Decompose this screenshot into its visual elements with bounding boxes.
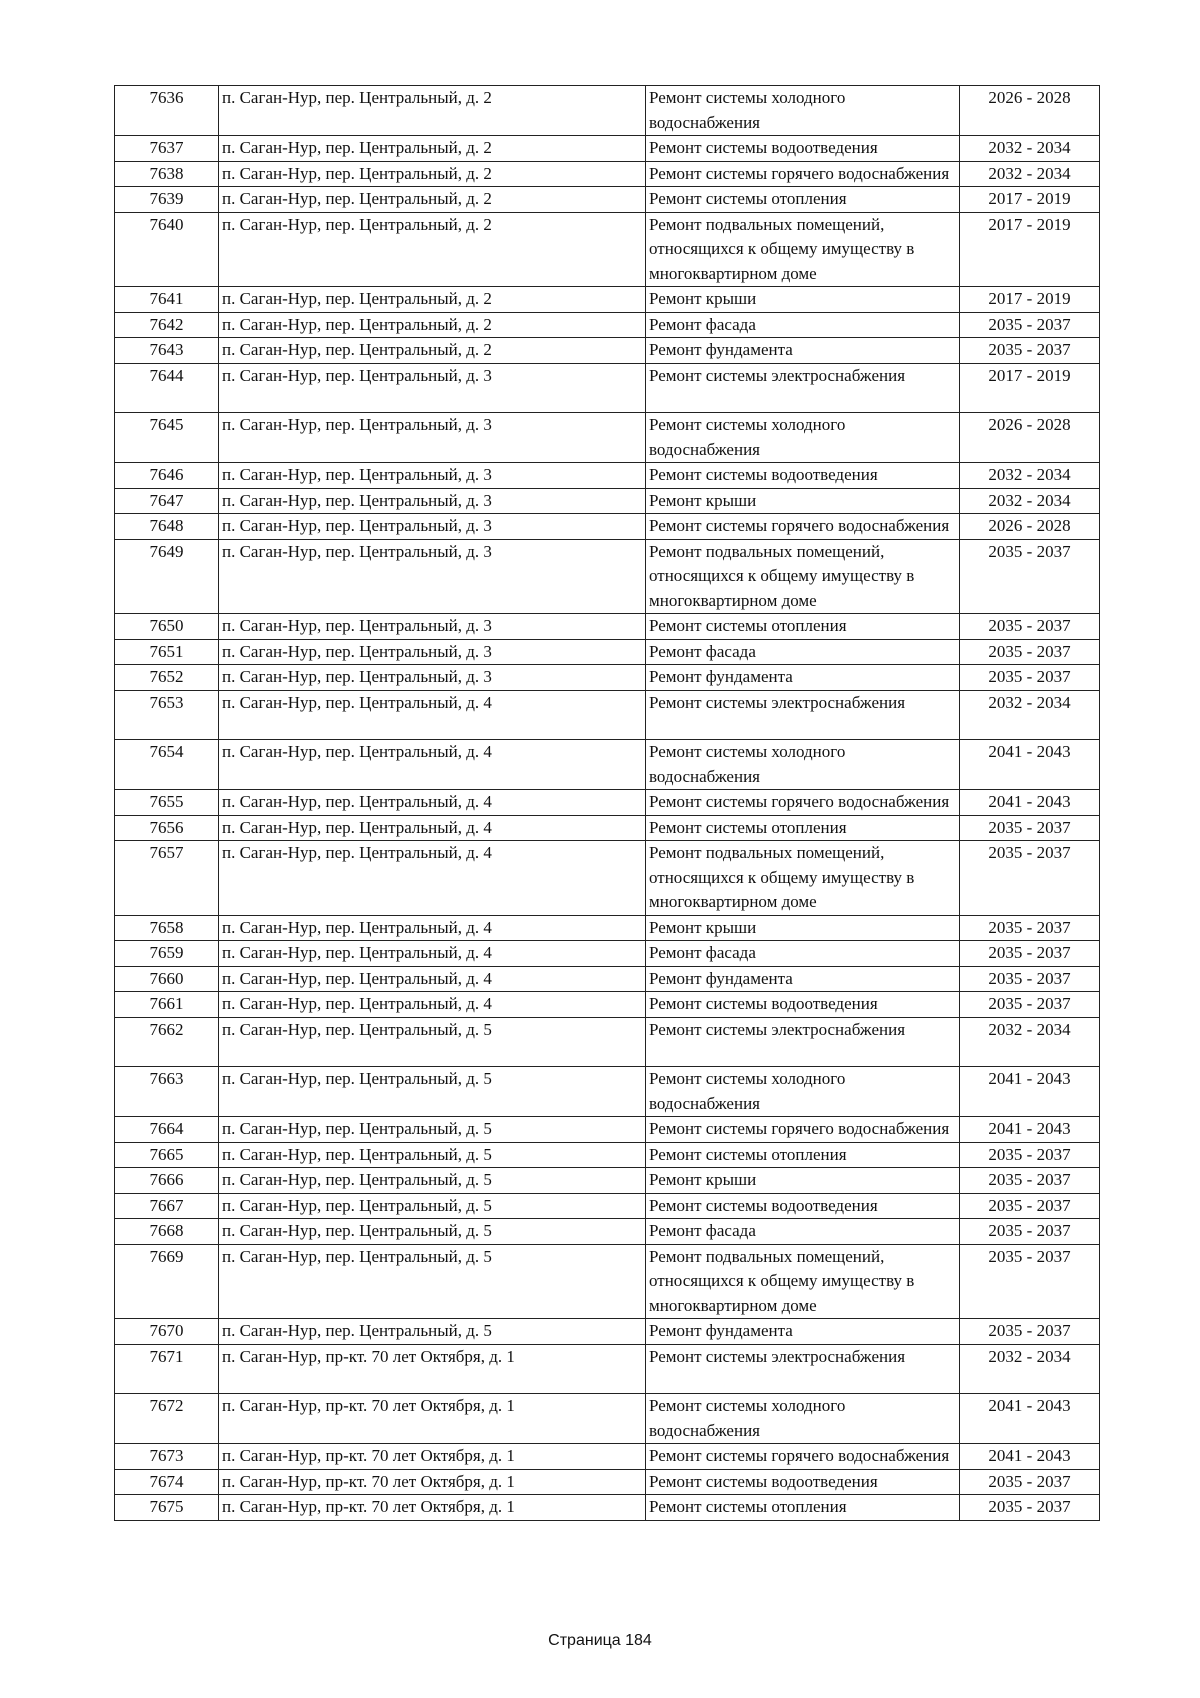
table-row — [115, 1394, 1100, 1444]
work-type-cell: Ремонт фундамента — [646, 665, 960, 691]
row-number-cell: 7674 — [115, 1469, 219, 1495]
table-row — [115, 690, 1100, 740]
address-cell: п. Саган-Нур, пр-кт. 70 лет Октября, д. 1 — [219, 1495, 646, 1521]
address-cell: п. Саган-Нур, пер. Центральный, д. 4 — [219, 740, 646, 790]
period-cell: 2017 - 2019 — [960, 363, 1100, 413]
table-row — [115, 1319, 1100, 1345]
address-cell: п. Саган-Нур, пр-кт. 70 лет Октября, д. 1 — [219, 1444, 646, 1470]
row-number-cell: 7667 — [115, 1193, 219, 1219]
work-type-cell: Ремонт системы холодного водоснабжения — [646, 740, 960, 790]
address-cell: п. Саган-Нур, пер. Центральный, д. 4 — [219, 815, 646, 841]
work-type-cell: Ремонт системы горячего водоснабжения — [646, 1444, 960, 1470]
period-cell: 2041 - 2043 — [960, 1067, 1100, 1117]
row-number-cell: 7673 — [115, 1444, 219, 1470]
work-type-cell: Ремонт фасада — [646, 639, 960, 665]
period-cell: 2035 - 2037 — [960, 665, 1100, 691]
table-row — [115, 941, 1100, 967]
address-cell: п. Саган-Нур, пер. Центральный, д. 2 — [219, 136, 646, 162]
address-cell: п. Саган-Нур, пер. Центральный, д. 3 — [219, 363, 646, 413]
address-cell: п. Саган-Нур, пр-кт. 70 лет Октября, д. 1 — [219, 1469, 646, 1495]
address-cell: п. Саган-Нур, пер. Центральный, д. 2 — [219, 161, 646, 187]
address-cell: п. Саган-Нур, пер. Центральный, д. 4 — [219, 992, 646, 1018]
work-type-cell: Ремонт системы отопления — [646, 1142, 960, 1168]
table-row — [115, 1067, 1100, 1117]
address-cell: п. Саган-Нур, пер. Центральный, д. 4 — [219, 790, 646, 816]
period-cell: 2035 - 2037 — [960, 1495, 1100, 1521]
work-type-cell: Ремонт системы горячего водоснабжения — [646, 790, 960, 816]
work-type-cell: Ремонт системы водоотведения — [646, 136, 960, 162]
row-number-cell: 7646 — [115, 463, 219, 489]
period-cell: 2017 - 2019 — [960, 212, 1100, 287]
row-number-cell: 7652 — [115, 665, 219, 691]
work-type-cell: Ремонт системы горячего водоснабжения — [646, 1117, 960, 1143]
period-cell: 2035 - 2037 — [960, 312, 1100, 338]
address-cell: п. Саган-Нур, пер. Центральный, д. 5 — [219, 1142, 646, 1168]
address-cell: п. Саган-Нур, пер. Центральный, д. 2 — [219, 287, 646, 313]
work-type-cell: Ремонт системы отопления — [646, 614, 960, 640]
row-number-cell: 7663 — [115, 1067, 219, 1117]
row-number-cell: 7670 — [115, 1319, 219, 1345]
work-type-cell: Ремонт подвальных помещений, относящихся к общему имуществу в многоквартирном доме — [646, 1244, 960, 1319]
period-cell: 2035 - 2037 — [960, 941, 1100, 967]
table-row — [115, 740, 1100, 790]
period-cell: 2035 - 2037 — [960, 841, 1100, 916]
table-row — [115, 413, 1100, 463]
row-number-cell: 7665 — [115, 1142, 219, 1168]
work-type-cell: Ремонт системы отопления — [646, 815, 960, 841]
row-number-cell: 7641 — [115, 287, 219, 313]
work-type-cell: Ремонт фасада — [646, 312, 960, 338]
row-number-cell: 7648 — [115, 514, 219, 540]
table-row — [115, 992, 1100, 1018]
period-cell: 2035 - 2037 — [960, 1469, 1100, 1495]
address-cell: п. Саган-Нур, пер. Центральный, д. 2 — [219, 187, 646, 213]
work-type-cell: Ремонт системы водоотведения — [646, 1193, 960, 1219]
period-cell: 2017 - 2019 — [960, 287, 1100, 313]
row-number-cell: 7647 — [115, 488, 219, 514]
address-cell: п. Саган-Нур, пер. Центральный, д. 3 — [219, 665, 646, 691]
work-type-cell: Ремонт подвальных помещений, относящихся к общему имуществу в многоквартирном доме — [646, 841, 960, 916]
work-type-cell: Ремонт системы электроснабжения — [646, 1344, 960, 1394]
table-row — [115, 1117, 1100, 1143]
row-number-cell: 7637 — [115, 136, 219, 162]
period-cell: 2035 - 2037 — [960, 338, 1100, 364]
row-number-cell: 7656 — [115, 815, 219, 841]
period-cell: 2035 - 2037 — [960, 992, 1100, 1018]
row-number-cell: 7640 — [115, 212, 219, 287]
table-row — [115, 1444, 1100, 1470]
work-type-cell: Ремонт системы горячего водоснабжения — [646, 161, 960, 187]
row-number-cell: 7658 — [115, 915, 219, 941]
address-cell: п. Саган-Нур, пер. Центральный, д. 3 — [219, 514, 646, 540]
row-number-cell: 7664 — [115, 1117, 219, 1143]
table-body — [115, 86, 1100, 1521]
table-row — [115, 539, 1100, 614]
work-type-cell: Ремонт крыши — [646, 488, 960, 514]
address-cell: п. Саган-Нур, пер. Центральный, д. 4 — [219, 690, 646, 740]
address-cell: п. Саган-Нур, пер. Центральный, д. 5 — [219, 1219, 646, 1245]
address-cell: п. Саган-Нур, пер. Центральный, д. 3 — [219, 463, 646, 489]
row-number-cell: 7653 — [115, 690, 219, 740]
period-cell: 2041 - 2043 — [960, 740, 1100, 790]
address-cell: п. Саган-Нур, пер. Центральный, д. 3 — [219, 539, 646, 614]
work-type-cell: Ремонт системы холодного водоснабжения — [646, 1394, 960, 1444]
address-cell: п. Саган-Нур, пер. Центральный, д. 2 — [219, 86, 646, 136]
period-cell: 2017 - 2019 — [960, 187, 1100, 213]
work-type-cell: Ремонт системы электроснабжения — [646, 1017, 960, 1067]
period-cell: 2041 - 2043 — [960, 1117, 1100, 1143]
row-number-cell: 7636 — [115, 86, 219, 136]
row-number-cell: 7660 — [115, 966, 219, 992]
address-cell: п. Саган-Нур, пер. Центральный, д. 4 — [219, 915, 646, 941]
period-cell: 2035 - 2037 — [960, 915, 1100, 941]
table-row — [115, 514, 1100, 540]
address-cell: п. Саган-Нур, пр-кт. 70 лет Октября, д. 1 — [219, 1344, 646, 1394]
row-number-cell: 7669 — [115, 1244, 219, 1319]
row-number-cell: 7638 — [115, 161, 219, 187]
table-row — [115, 1168, 1100, 1194]
period-cell: 2032 - 2034 — [960, 1017, 1100, 1067]
table-row — [115, 1219, 1100, 1245]
table-row — [115, 841, 1100, 916]
address-cell: п. Саган-Нур, пер. Центральный, д. 5 — [219, 1117, 646, 1143]
table-row — [115, 1017, 1100, 1067]
table-row — [115, 312, 1100, 338]
table-row — [115, 790, 1100, 816]
table-row — [115, 639, 1100, 665]
table-row — [115, 338, 1100, 364]
work-type-cell: Ремонт системы электроснабжения — [646, 363, 960, 413]
table-row — [115, 212, 1100, 287]
work-type-cell: Ремонт системы водоотведения — [646, 992, 960, 1018]
period-cell: 2026 - 2028 — [960, 413, 1100, 463]
row-number-cell: 7662 — [115, 1017, 219, 1067]
work-type-cell: Ремонт системы водоотведения — [646, 463, 960, 489]
period-cell: 2026 - 2028 — [960, 86, 1100, 136]
address-cell: п. Саган-Нур, пер. Центральный, д. 5 — [219, 1244, 646, 1319]
work-type-cell: Ремонт системы отопления — [646, 187, 960, 213]
address-cell: п. Саган-Нур, пер. Центральный, д. 3 — [219, 413, 646, 463]
period-cell: 2035 - 2037 — [960, 966, 1100, 992]
address-cell: п. Саган-Нур, пер. Центральный, д. 3 — [219, 639, 646, 665]
table-row — [115, 915, 1100, 941]
period-cell: 2035 - 2037 — [960, 1244, 1100, 1319]
address-cell: п. Саган-Нур, пер. Центральный, д. 2 — [219, 338, 646, 364]
period-cell: 2032 - 2034 — [960, 463, 1100, 489]
table-row — [115, 488, 1100, 514]
table-row — [115, 1495, 1100, 1521]
address-cell: п. Саган-Нур, пер. Центральный, д. 5 — [219, 1193, 646, 1219]
period-cell: 2026 - 2028 — [960, 514, 1100, 540]
row-number-cell: 7672 — [115, 1394, 219, 1444]
work-type-cell: Ремонт фундамента — [646, 966, 960, 992]
work-type-cell: Ремонт крыши — [646, 915, 960, 941]
work-type-cell: Ремонт системы холодного водоснабжения — [646, 1067, 960, 1117]
period-cell: 2035 - 2037 — [960, 1319, 1100, 1345]
address-cell: п. Саган-Нур, пер. Центральный, д. 2 — [219, 212, 646, 287]
work-type-cell: Ремонт крыши — [646, 287, 960, 313]
row-number-cell: 7643 — [115, 338, 219, 364]
row-number-cell: 7644 — [115, 363, 219, 413]
row-number-cell: 7671 — [115, 1344, 219, 1394]
work-type-cell: Ремонт подвальных помещений, относящихся к общему имуществу в многоквартирном доме — [646, 212, 960, 287]
period-cell: 2035 - 2037 — [960, 1193, 1100, 1219]
period-cell: 2041 - 2043 — [960, 1444, 1100, 1470]
work-type-cell: Ремонт подвальных помещений, относящихся к общему имуществу в многоквартирном доме — [646, 539, 960, 614]
row-number-cell: 7645 — [115, 413, 219, 463]
period-cell: 2035 - 2037 — [960, 639, 1100, 665]
row-number-cell: 7661 — [115, 992, 219, 1018]
address-cell: п. Саган-Нур, пер. Центральный, д. 5 — [219, 1017, 646, 1067]
table-row — [115, 1244, 1100, 1319]
table-row — [115, 1193, 1100, 1219]
address-cell: п. Саган-Нур, пр-кт. 70 лет Октября, д. 1 — [219, 1394, 646, 1444]
row-number-cell: 7649 — [115, 539, 219, 614]
table-row — [115, 966, 1100, 992]
period-cell: 2035 - 2037 — [960, 539, 1100, 614]
row-number-cell: 7657 — [115, 841, 219, 916]
table-row — [115, 815, 1100, 841]
table-row — [115, 187, 1100, 213]
work-type-cell: Ремонт фасада — [646, 1219, 960, 1245]
address-cell: п. Саган-Нур, пер. Центральный, д. 5 — [219, 1067, 646, 1117]
row-number-cell: 7675 — [115, 1495, 219, 1521]
table-row — [115, 463, 1100, 489]
table-row — [115, 1142, 1100, 1168]
period-cell: 2035 - 2037 — [960, 1219, 1100, 1245]
period-cell: 2032 - 2034 — [960, 161, 1100, 187]
address-cell: п. Саган-Нур, пер. Центральный, д. 3 — [219, 488, 646, 514]
page-number: Страница 184 — [548, 1632, 652, 1649]
work-type-cell: Ремонт системы водоотведения — [646, 1469, 960, 1495]
row-number-cell: 7654 — [115, 740, 219, 790]
row-number-cell: 7668 — [115, 1219, 219, 1245]
table-row — [115, 86, 1100, 136]
work-type-cell: Ремонт системы электроснабжения — [646, 690, 960, 740]
row-number-cell: 7650 — [115, 614, 219, 640]
table-row — [115, 614, 1100, 640]
period-cell: 2035 - 2037 — [960, 815, 1100, 841]
address-cell: п. Саган-Нур, пер. Центральный, д. 5 — [219, 1319, 646, 1345]
repair-schedule-table — [114, 85, 1100, 1521]
period-cell: 2035 - 2037 — [960, 1168, 1100, 1194]
period-cell: 2035 - 2037 — [960, 1142, 1100, 1168]
period-cell: 2032 - 2034 — [960, 1344, 1100, 1394]
work-type-cell: Ремонт крыши — [646, 1168, 960, 1194]
address-cell: п. Саган-Нур, пер. Центральный, д. 4 — [219, 966, 646, 992]
work-type-cell: Ремонт фасада — [646, 941, 960, 967]
table-row — [115, 287, 1100, 313]
work-type-cell: Ремонт системы отопления — [646, 1495, 960, 1521]
table-row — [115, 136, 1100, 162]
period-cell: 2032 - 2034 — [960, 690, 1100, 740]
work-type-cell: Ремонт системы холодного водоснабжения — [646, 86, 960, 136]
row-number-cell: 7659 — [115, 941, 219, 967]
work-type-cell: Ремонт системы горячего водоснабжения — [646, 514, 960, 540]
address-cell: п. Саган-Нур, пер. Центральный, д. 2 — [219, 312, 646, 338]
table-row — [115, 665, 1100, 691]
work-type-cell: Ремонт фундамента — [646, 338, 960, 364]
address-cell: п. Саган-Нур, пер. Центральный, д. 4 — [219, 841, 646, 916]
row-number-cell: 7666 — [115, 1168, 219, 1194]
period-cell: 2032 - 2034 — [960, 136, 1100, 162]
table-row — [115, 161, 1100, 187]
period-cell: 2032 - 2034 — [960, 488, 1100, 514]
work-type-cell: Ремонт системы холодного водоснабжения — [646, 413, 960, 463]
row-number-cell: 7639 — [115, 187, 219, 213]
row-number-cell: 7655 — [115, 790, 219, 816]
row-number-cell: 7642 — [115, 312, 219, 338]
table-row — [115, 363, 1100, 413]
address-cell: п. Саган-Нур, пер. Центральный, д. 5 — [219, 1168, 646, 1194]
work-type-cell: Ремонт фундамента — [646, 1319, 960, 1345]
table-row — [115, 1344, 1100, 1394]
address-cell: п. Саган-Нур, пер. Центральный, д. 4 — [219, 941, 646, 967]
period-cell: 2041 - 2043 — [960, 790, 1100, 816]
period-cell: 2041 - 2043 — [960, 1394, 1100, 1444]
row-number-cell: 7651 — [115, 639, 219, 665]
period-cell: 2035 - 2037 — [960, 614, 1100, 640]
address-cell: п. Саган-Нур, пер. Центральный, д. 3 — [219, 614, 646, 640]
table-row — [115, 1469, 1100, 1495]
